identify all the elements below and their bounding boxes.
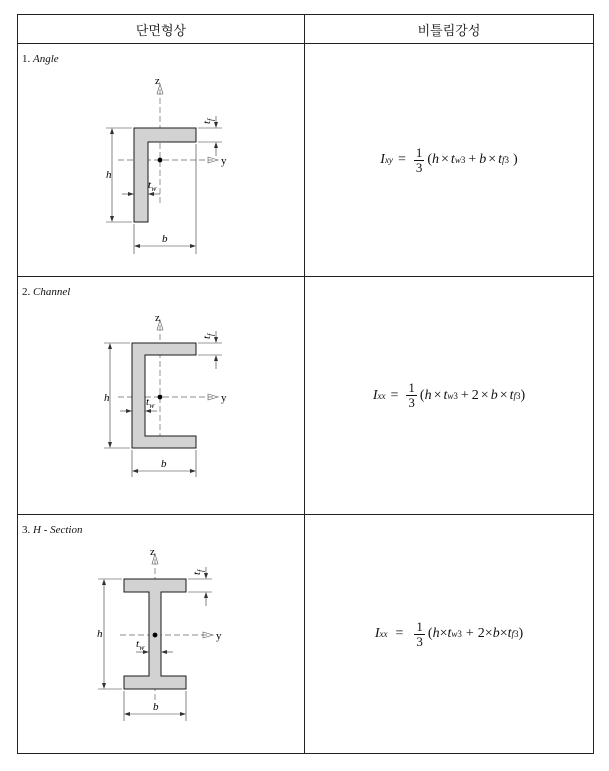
z-label: z: [155, 75, 160, 87]
angle-section-diagram: [18, 44, 305, 276]
formula-cell-channel: [305, 277, 594, 515]
b-label: b: [162, 233, 168, 245]
table-row: [18, 277, 594, 515]
section-table: [17, 14, 594, 754]
h-label: h: [104, 392, 110, 404]
h-arrow-top: [108, 343, 112, 349]
tw-label: $t_w$: [148, 179, 157, 193]
y-label: y: [221, 155, 227, 167]
tf-arrow-top: [204, 573, 208, 579]
tw-arrow-left: [126, 409, 132, 413]
tw-arrow-right: [161, 650, 167, 654]
b-arrow-left: [132, 469, 138, 473]
tw-label: $t_w$: [136, 638, 145, 652]
tf-arrow-top: [214, 337, 218, 343]
h-label: h: [106, 169, 112, 181]
y-label: y: [221, 392, 227, 404]
tf-label: $t_f$: [201, 118, 215, 124]
shape-cell-channel: [18, 277, 305, 515]
z-label: z: [155, 312, 160, 324]
table-row: [18, 44, 594, 277]
tf-arrow-bottom: [214, 142, 218, 148]
b-arrow-right: [180, 712, 186, 716]
b-label: b: [161, 458, 167, 470]
section-name: Angle: [33, 53, 59, 65]
h-arrow-bottom: [108, 442, 112, 448]
tf-arrow-bottom: [214, 355, 218, 361]
b-arrow-left: [134, 244, 140, 248]
formula-cell-angle: [305, 44, 594, 277]
h-arrow-top: [102, 579, 106, 585]
h-arrow-bottom: [110, 216, 114, 222]
shape-cell-angle: [18, 44, 305, 277]
section-name: H - Section: [33, 524, 83, 536]
section-number: 1.: [22, 53, 31, 65]
table-row: [18, 515, 594, 754]
centroid-dot: [153, 633, 158, 638]
tw-arrow-left: [128, 192, 134, 196]
tf-arrow-bottom: [204, 592, 208, 598]
section-name: Channel: [33, 286, 71, 298]
y-label: y: [216, 630, 222, 642]
b-arrow-right: [190, 244, 196, 248]
tf-label: $t_f$: [191, 569, 205, 575]
formula-h-section: I xx = $\frac{1}{3}$ ( h × t w 3 + 2 × b × t f 3 ): [374, 618, 524, 649]
h-label: h: [97, 628, 103, 640]
formula-angle: I xy = $\frac{1}{3}$ ( h × t w 3 + b × t f 3 ): [380, 144, 518, 175]
header-torsional-stiffness: 비틀림강성: [305, 15, 594, 44]
b-label: b: [153, 701, 159, 713]
b-arrow-left: [124, 712, 130, 716]
h-arrow-top: [110, 128, 114, 134]
section-number: 3.: [22, 524, 31, 536]
b-arrow-right: [190, 469, 196, 473]
angle-shape: [134, 128, 196, 222]
channel-section-diagram: [18, 277, 305, 514]
header-shape: 단면형상: [18, 15, 305, 44]
tw-label: $t_w$: [146, 396, 155, 410]
section-number: 2.: [22, 286, 31, 298]
formula-channel: I xx = $\frac{1}{3}$ ( h × t w 3 + 2 × b × t f 3 ): [372, 380, 526, 410]
centroid-dot: [158, 395, 163, 400]
tf-arrow-top: [214, 122, 218, 128]
centroid-dot: [158, 158, 163, 163]
z-label: z: [150, 546, 155, 558]
formula-cell-h-section: [305, 515, 594, 754]
shape-cell-h-section: [18, 515, 305, 754]
channel-shape: [132, 343, 196, 448]
h-section-diagram: [18, 515, 305, 753]
h-arrow-bottom: [102, 683, 106, 689]
tf-label: $t_f$: [201, 333, 215, 339]
